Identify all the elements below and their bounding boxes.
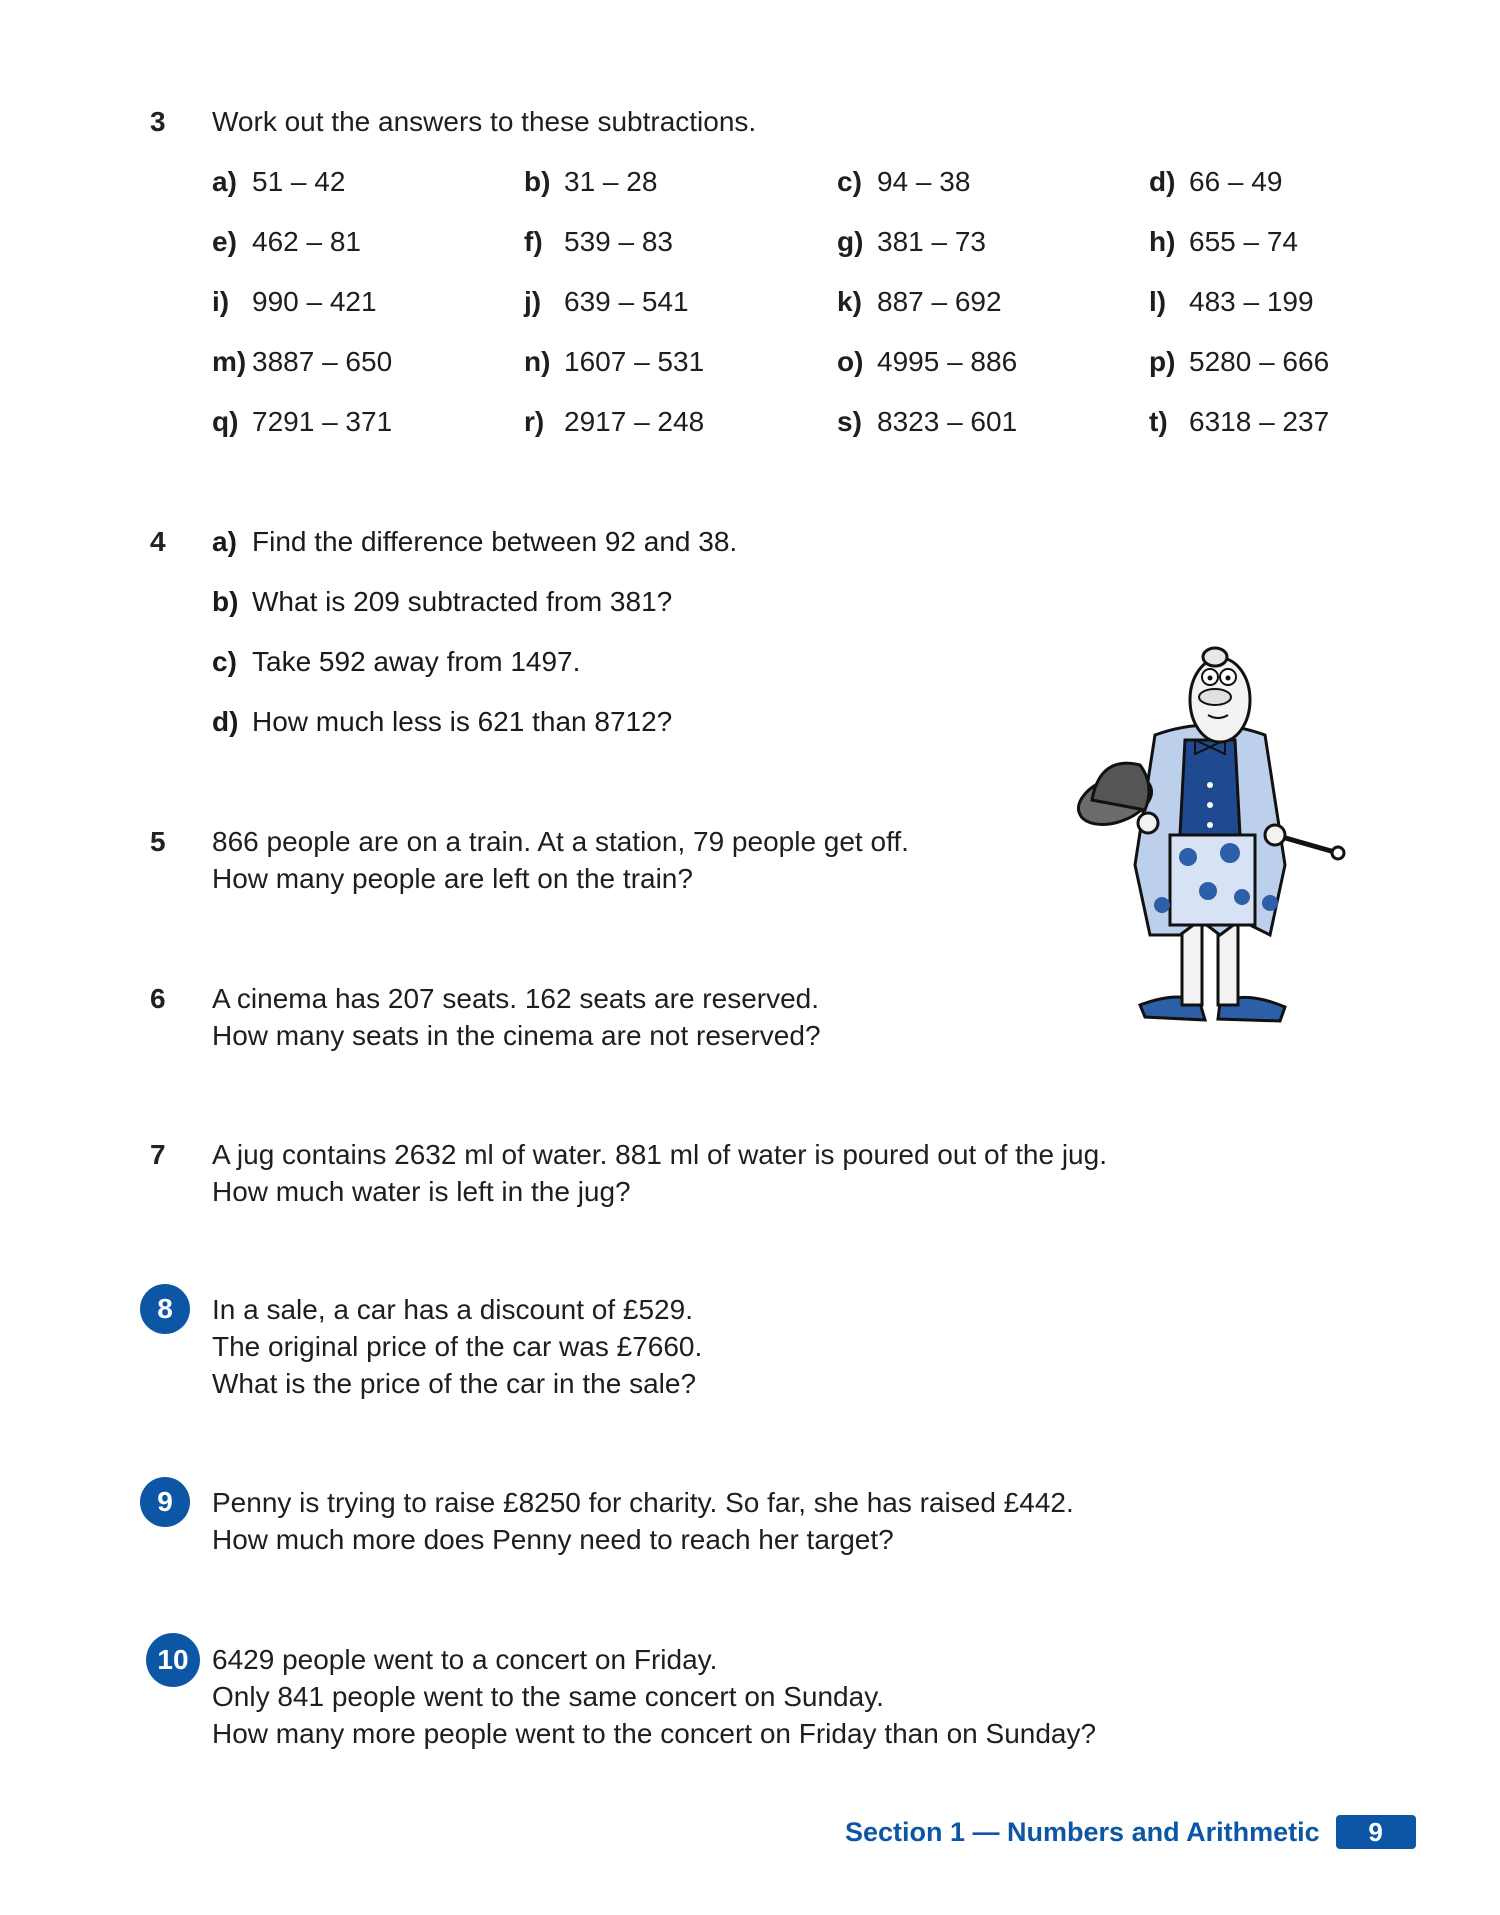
question-8-badge: 8 (140, 1284, 190, 1334)
question-7-text: A jug contains 2632 ml of water. 881 ml of water is poured out of the jug. How much water is left in the jug? (212, 1139, 1107, 1207)
sub-item-j: j) 639 – 541 (524, 286, 689, 317)
cartoon-gentleman-illustration (1070, 635, 1350, 1030)
sub-item-g: g) 381 – 73 (837, 226, 986, 257)
sub-item-a: a) 51 – 42 (212, 166, 346, 197)
question-3-number: 3 (150, 106, 166, 137)
sub-item-n: n) 1607 – 531 (524, 346, 705, 377)
sub-item-e: e) 462 – 81 (212, 226, 361, 257)
question-6-number: 6 (150, 983, 166, 1014)
question-10-text: 6429 people went to a concert on Friday. Only 841 people went to the same concert on Sunday. How many more people went to the concert on Friday than on Sunday? (212, 1644, 1097, 1749)
question-4-part-c: c) Take 592 away from 1497. (212, 646, 581, 677)
sub-item-h: h) 655 – 74 (1149, 226, 1298, 257)
sub-item-r: r) 2917 – 248 (524, 406, 705, 437)
sub-item-i: i) 990 – 421 (212, 286, 377, 317)
sub-item-c: c) 94 – 38 (837, 166, 971, 197)
question-6-text: A cinema has 207 seats. 162 seats are reserved. How many seats in the cinema are not reserved? (212, 983, 821, 1051)
page-number: 9 (1336, 1815, 1416, 1849)
page-footer (845, 1814, 1416, 1850)
sub-item-t: t) 6318 – 237 (1149, 406, 1330, 437)
sub-item-p: p) 5280 – 666 (1149, 346, 1330, 377)
question-3-instruction: Work out the answers to these subtractions. (212, 106, 757, 137)
sub-item-m: m) 3887 – 650 (212, 346, 393, 377)
sub-item-b: b) 31 – 28 (524, 166, 658, 197)
sub-item-l: l) 483 – 199 (1149, 286, 1314, 317)
question-4-part-b: b) What is 209 subtracted from 381? (212, 586, 673, 617)
sub-item-q: q) 7291 – 371 (212, 406, 393, 437)
question-9-badge: 9 (140, 1477, 190, 1527)
sub-item-s: s) 8323 – 601 (837, 406, 1018, 437)
question-4-part-a: a) Find the difference between 92 and 38. (212, 526, 738, 557)
question-7-number: 7 (150, 1139, 166, 1170)
question-4-part-d: d) How much less is 621 than 8712? (212, 706, 673, 737)
sub-item-f: f) 539 – 83 (524, 226, 673, 257)
question-5-number: 5 (150, 826, 166, 857)
sub-item-o: o) 4995 – 886 (837, 346, 1018, 377)
question-8-text: In a sale, a car has a discount of £529. The original price of the car was £7660. What is the price of the car in the sale? (212, 1294, 703, 1399)
question-5-text: 866 people are on a train. At a station, 79 people get off. How many people are left on the train? (212, 826, 909, 894)
question-10-badge: 10 (146, 1633, 200, 1687)
sub-item-k: k) 887 – 692 (837, 286, 1002, 317)
sub-item-d: d) 66 – 49 (1149, 166, 1283, 197)
section-title: Section 1 — Numbers and Arithmetic (845, 1816, 1320, 1847)
question-9-text: Penny is trying to raise £8250 for charity. So far, she has raised £442. How much more does Penny need to reach her target? (212, 1487, 1074, 1555)
question-4-number: 4 (150, 526, 166, 557)
